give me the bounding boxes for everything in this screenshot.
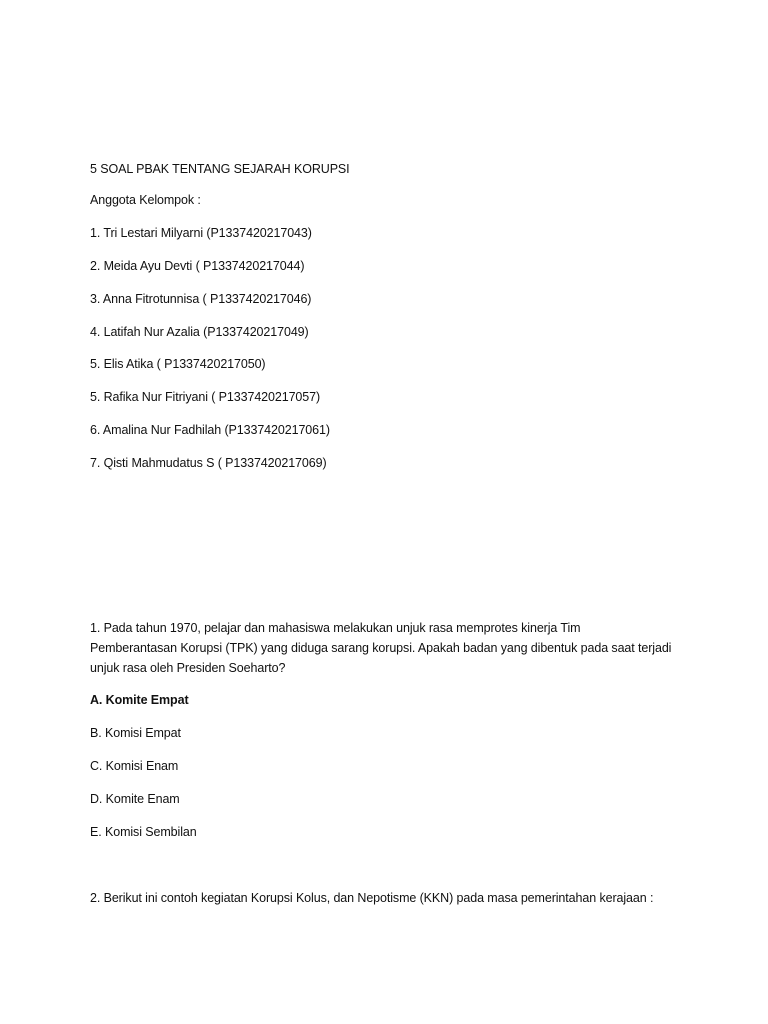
member-item: 5. Rafika Nur Fitriyani ( P1337420217057) (90, 390, 321, 404)
question-1-option-d: D. Komite Enam (90, 792, 180, 806)
question-1-line: 1. Pada tahun 1970, pelajar dan mahasiswa melakukan unjuk rasa memprotes kinerja Tim (90, 621, 581, 635)
member-item: 3. Anna Fitrotunnisa ( P1337420217046) (90, 292, 312, 306)
question-1-line: Pemberantasan Korupsi (TPK) yang diduga sarang korupsi. Apakah badan yang dibentuk pada saat terjadi (90, 641, 672, 655)
question-1-option-b: B. Komisi Empat (90, 726, 181, 740)
member-item: 2. Meida Ayu Devti ( P1337420217044) (90, 259, 305, 273)
question-2-text: 2. Berikut ini contoh kegiatan Korupsi Kolus, dan Nepotisme (KKN) pada masa pemerintahan kerajaan : (90, 891, 654, 905)
member-item: 6. Amalina Nur Fadhilah (P1337420217061) (90, 423, 330, 437)
question-1-option-c: C. Komisi Enam (90, 759, 179, 773)
question-1-option-a: A. Komite Empat (90, 693, 189, 707)
member-item: 4. Latifah Nur Azalia (P1337420217049) (90, 325, 309, 339)
member-item: 1. Tri Lestari Milyarni (P1337420217043) (90, 226, 312, 240)
members-heading: Anggota Kelompok : (90, 193, 201, 207)
member-item: 7. Qisti Mahmudatus S ( P1337420217069) (90, 456, 327, 470)
question-1-text (90, 618, 690, 678)
member-item: 5. Elis Atika ( P1337420217050) (90, 357, 266, 371)
document-title: 5 SOAL PBAK TENTANG SEJARAH KORUPSI (90, 162, 350, 176)
question-1-line: unjuk rasa oleh Presiden Soeharto? (90, 661, 286, 675)
question-1-option-e: E. Komisi Sembilan (90, 825, 197, 839)
